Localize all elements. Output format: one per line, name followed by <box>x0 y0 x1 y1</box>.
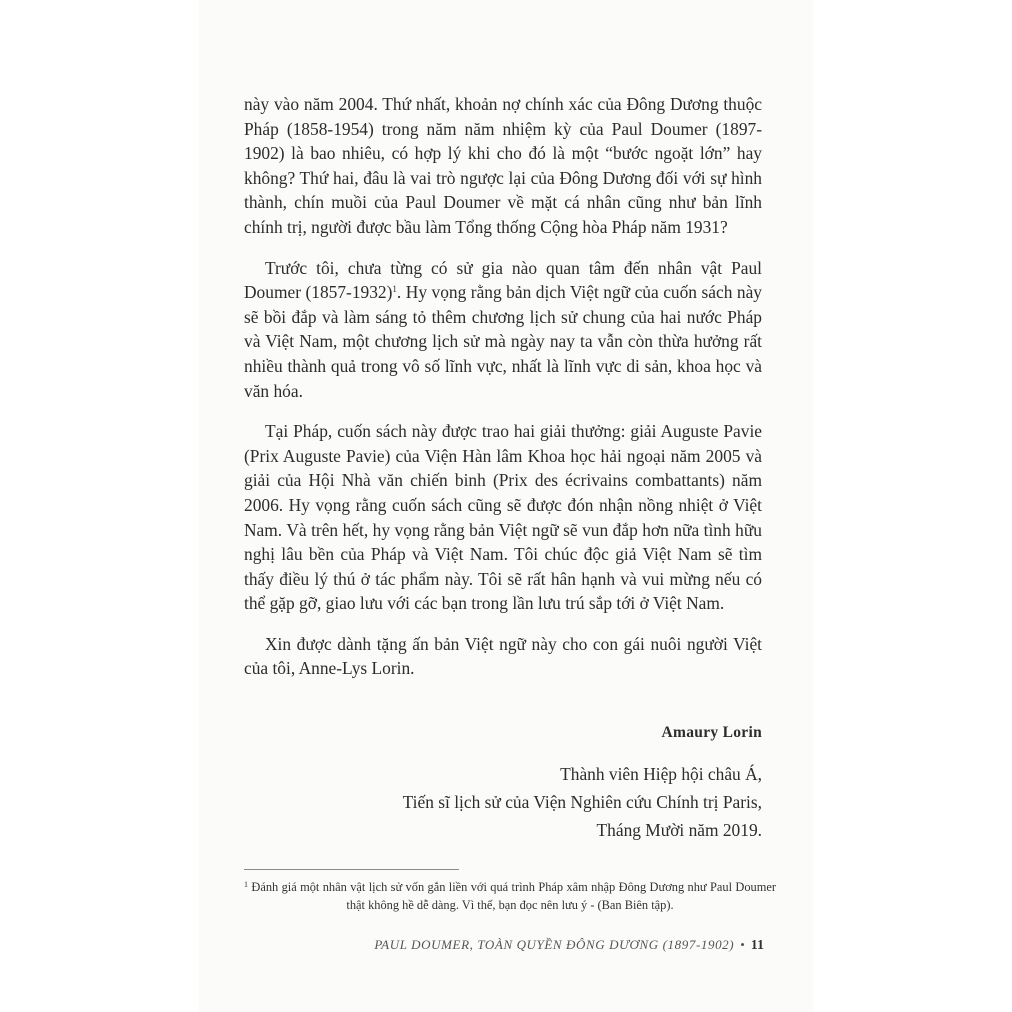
paragraph-2 <box>244 256 762 404</box>
book-page <box>200 0 812 1012</box>
paragraph-1: này vào năm 2004. Thứ nhất, khoản nợ chính xác của Đông Dương thuộc Pháp (1858-1954) trong năm năm nhiệm kỳ của Paul Doumer (1897-1902) là bao nhiêu, có hợp lý khi cho đó là một “bước ngoặt lớn” hay không? Thứ hai, đâu là vai trò ngược lại của Đông Dương đối với sự hình thành, chín muồi của Paul Doumer về mặt cá nhân cũng như bản lĩnh chính trị, người được bầu làm Tổng thống Cộng hòa Pháp năm 1931? <box>244 94 762 237</box>
footnote-text: Đánh giá một nhân vật lịch sử vốn gắn liền với quá trình Pháp xâm nhập Đông Dương như Paul Doumer thật không hề dễ dàng. Vì thế, bạn đọc nên lưu ý - (Ban Biên tập). <box>251 880 776 912</box>
paragraph-4: Xin được dành tặng ấn bản Việt ngữ này cho con gái nuôi người Việt của tôi, Anne-Lys Lorin. <box>244 633 762 679</box>
running-footer-title: PAUL DOUMER, TOÀN QUYỀN ĐÔNG DƯƠNG (1897-1902) <box>374 937 735 952</box>
signature-date: Tháng Mười năm 2019. <box>596 820 762 840</box>
author-affiliation: Thành viên Hiệp hội châu Á, <box>560 764 762 784</box>
author-details <box>244 760 762 844</box>
paragraph-2-text-a: Trước tôi, chưa từng có sử gia nào quan tâm đến nhân vật Paul Doumer (1857-1932) <box>244 257 762 303</box>
running-footer-separator: • <box>740 937 745 952</box>
running-footer <box>244 937 764 954</box>
paragraph-3: Tại Pháp, cuốn sách này được trao hai giải thưởng: giải Auguste Pavie (Prix Auguste Pavie) của Viện Hàn lâm Khoa học hải ngoại năm 2005 và giải của Hội Nhà văn chiến binh (Prix des écrivains combattants) năm 2006. Hy vọng rằng cuốn sách cũng sẽ được đón nhận nồng nhiệt ở Việt Nam. Và trên hết, hy vọng rằng bản Việt ngữ sẽ vun đắp hơn nữa tình hữu nghị lâu bền của Pháp và Việt Nam. Tôi chúc độc giả Việt Nam sẽ tìm thấy điều lý thú ở tác phẩm này. Tôi sẽ rất hân hạnh và vui mừng nếu có thể gặp gỡ, giao lưu với các bạn trong lần lưu trú sắp tới ở Việt Nam. <box>244 421 762 614</box>
footnote-reference: 1 <box>392 284 397 295</box>
author-title: Tiến sĩ lịch sử của Viện Nghiên cứu Chính trị Paris, <box>402 792 762 812</box>
signature-block <box>244 720 762 844</box>
footnote-marker: 1 <box>244 880 248 889</box>
footnote <box>244 878 776 914</box>
author-name: Amaury Lorin <box>661 724 762 741</box>
footnote-divider <box>244 869 459 870</box>
body-text <box>244 92 762 697</box>
page-number: 11 <box>750 938 764 953</box>
paragraph-2-text-b: . Hy vọng rằng bản dịch Việt ngữ của cuốn sách này sẽ bồi đắp và làm sáng tỏ thêm chương lịch sử chung của hai nước Pháp và Việt Nam, một chương lịch sử mà ngày nay ta vẫn còn thừa hưởng rất nhiều thành quả trong vô số lĩnh vực, nhất là lĩnh vực di sản, khoa học và văn hóa. <box>244 282 762 401</box>
